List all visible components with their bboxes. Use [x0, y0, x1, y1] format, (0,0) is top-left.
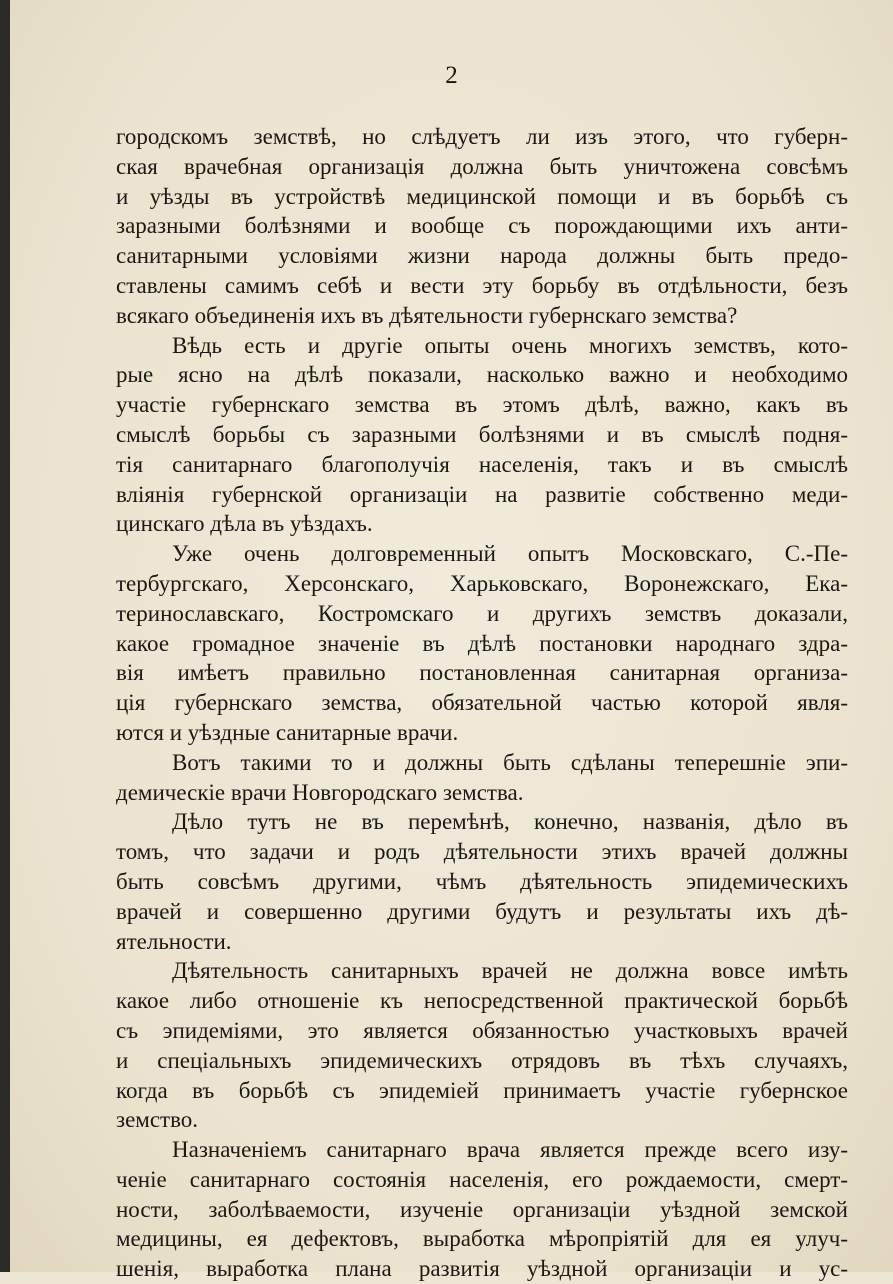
text-line: вліянія губернской организаціи на развитіе собственно меди-: [116, 481, 848, 507]
paragraph-2: [116, 331, 848, 540]
text-line: Вотъ такими то и должны быть сдѣланы теперешніе эпи-: [172, 749, 848, 775]
text-line: рые ясно на дѣлѣ показали, насколько важно и необходимо: [116, 362, 848, 388]
text-line: Дѣло тутъ не въ перемѣнѣ, конечно, названія, дѣло въ: [172, 809, 848, 835]
text-line: земство.: [116, 1107, 199, 1133]
text-line: ставлены самимъ себѣ и вести эту борьбу въ отдѣльности, безъ: [116, 272, 848, 298]
text-line: тія санитарнаго благополучія населенія, такъ и въ смыслѣ: [116, 451, 848, 477]
text-line: врачей и совершенно другими будутъ и результаты ихъ дѣ-: [116, 898, 848, 924]
text-line: ченіе санитарнаго состоянія населенія, его рождаемости, смерт-: [116, 1166, 848, 1192]
body-text: [116, 122, 848, 1284]
text-line: вія имѣетъ правильно постановленная санитарная организа-: [116, 660, 848, 686]
text-line: медицины, ея дефектовъ, выработка мѣропріятій для ея улуч-: [116, 1226, 848, 1252]
text-line: ская врачебная организація должна быть уничтожена совсѣмъ: [116, 153, 848, 179]
text-line: ятельности.: [116, 928, 232, 954]
text-line: Уже очень долговременный опытъ Московскаго, С.-Пе-: [172, 541, 848, 567]
text-line: демическіе врачи Новгородскаго земства.: [116, 779, 524, 805]
paragraph-6: [116, 956, 848, 1135]
text-line: участіе губернскаго земства въ этомъ дѣлѣ, важно, какъ въ: [116, 392, 848, 418]
text-line: теринославскаго, Костромскаго и другихъ земствъ доказали,: [116, 600, 848, 626]
text-line: съ эпидеміями, это является обязанностью участковыхъ врачей: [116, 1017, 848, 1043]
text-line: цинскаго дѣла въ уѣздахъ.: [116, 511, 373, 537]
text-line: ются и уѣздные санитарные врачи.: [116, 719, 459, 745]
text-line: смыслѣ борьбы съ заразными болѣзнями и въ смыслѣ подня-: [116, 421, 848, 447]
text-line: какое громадное значеніе въ дѣлѣ постановки народнаго здра-: [116, 630, 848, 656]
paragraph-4: [116, 748, 848, 808]
text-line: городскомъ земствѣ, но слѣдуетъ ли изъ этого, что губерн-: [116, 124, 848, 149]
text-line: и уѣзды въ устройствѣ медицинской помощи и въ борьбѣ съ: [116, 183, 848, 209]
text-line: томъ, что задачи и родъ дѣятельности этихъ врачей должны: [116, 839, 848, 865]
paragraph-7: [116, 1135, 848, 1284]
paragraph-3: [116, 539, 848, 748]
text-line: какое либо отношеніе къ непосредственной практической борьбѣ: [116, 988, 848, 1014]
text-line: Дѣятельность санитарныхъ врачей не должна вовсе имѣть: [172, 958, 848, 984]
text-line: Вѣдь есть и другіе опыты очень многихъ земствъ, кото-: [172, 332, 848, 358]
text-line: шенія, выработка плана развитія уѣздной организаціи и ус-: [116, 1256, 848, 1282]
text-line: и спеціальныхъ эпидемическихъ отрядовъ въ тѣхъ случаяхъ,: [116, 1047, 848, 1073]
text-line: санитарными условіями жизни народа должны быть предо-: [116, 243, 848, 269]
paragraph-1: [116, 122, 848, 331]
text-line: заразными болѣзнями и вообще съ порождающими ихъ анти-: [116, 213, 848, 239]
text-line: быть совсѣмъ другими, чѣмъ дѣятельность эпидемическихъ: [116, 868, 848, 894]
text-line: Назначеніемъ санитарнаго врача является прежде всего изу-: [172, 1137, 848, 1163]
paragraph-5: [116, 807, 848, 956]
page-number: 2: [445, 62, 458, 89]
text-line: ція губернскаго земства, обязательной частью которой явля-: [116, 690, 848, 716]
text-line: всякаго объединенія ихъ въ дѣятельности губернскаго земства?: [116, 302, 738, 328]
text-line: ности, заболѣваемости, изученіе организаціи уѣздной земской: [116, 1196, 848, 1222]
text-line: тербургскаго, Херсонскаго, Харьковскаго, Воронежскаго, Ека-: [116, 570, 848, 596]
text-line: когда въ борьбѣ съ эпидеміей принимаетъ участіе губернское: [116, 1077, 848, 1103]
